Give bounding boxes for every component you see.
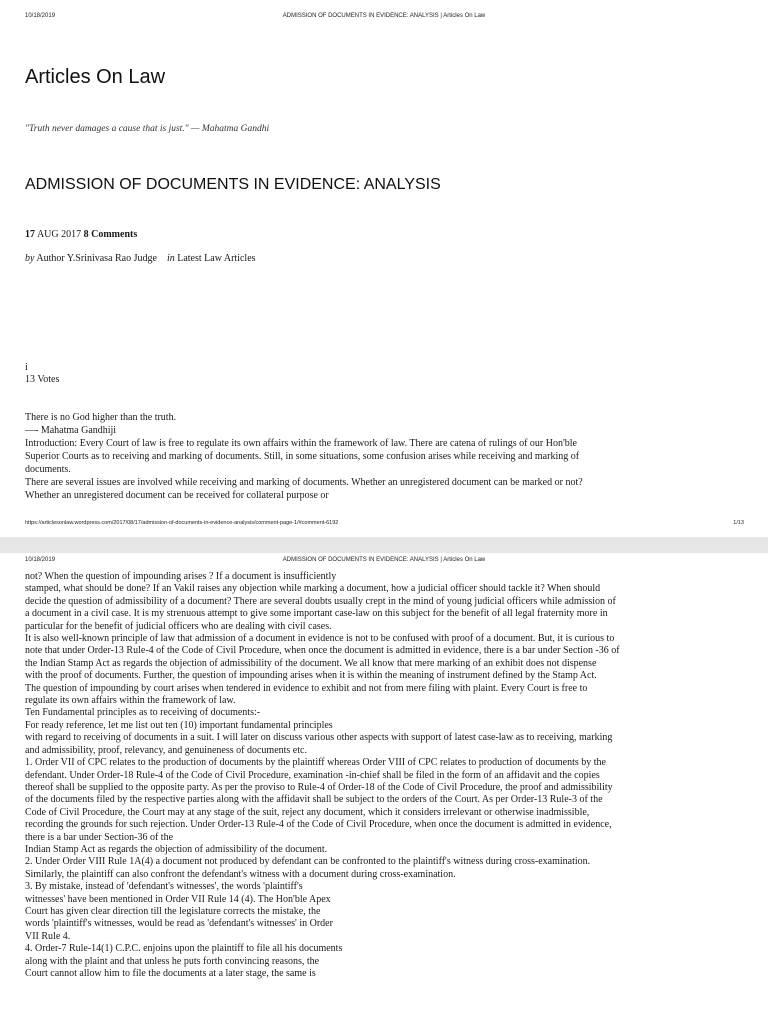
body-line: documents.: [25, 464, 71, 475]
post-day: 17: [25, 229, 35, 240]
body-line: particular for the benefit of judicial officers who are dealing with civil cases.: [25, 620, 332, 632]
print-date: 10/18/2019: [25, 557, 56, 563]
body-line: There are several issues are involved while receiving and marking of documents. Whether an unregistered document can be marked or not?: [25, 477, 583, 488]
body-line: 3. By mistake, instead of 'defendant's witnesses', the words 'plaintiff's: [25, 881, 303, 893]
body-line: Ten Fundamental principles as to receiving of documents:-: [25, 707, 261, 719]
body-line: stamped, what should be done? If an Vakil raises any objection while marking a document, how a judicial officer should tackle it? When should: [25, 583, 601, 595]
post-date-line: [25, 229, 137, 240]
in-label: in: [166, 253, 175, 264]
body-line: For ready reference, let me list out ten (10) important fundamental principles: [25, 719, 333, 731]
body-line: Superior Courts as to receiving and marking of documents. Still, in some situations, some confusion arises while receiving and marking of: [25, 451, 580, 462]
page-number: 1/13: [733, 520, 744, 526]
category-link[interactable]: Latest Law Articles: [177, 253, 256, 264]
body-line: words 'plaintiff's witnesses, would be read as 'defendant's witnesses' in Order: [25, 918, 333, 930]
body-line: 1. Order VII of CPC relates to the production of documents by the plaintiff whereas Order VIII of CPC relates to production of documents by the: [25, 757, 606, 769]
body-line: Whether an unregistered document can be received for collateral purpose or: [25, 490, 329, 501]
body-line: the Indian Stamp Act as regards the objection of admissibility of the document. We all know that mere marking of an exhibit does not dispense: [25, 657, 597, 669]
body-line: Court cannot allow him to file the documents at a later stage, the same is: [25, 968, 316, 979]
body-line: along with the plaint and that unless he puts forth convincing reasons, the: [25, 955, 320, 967]
body-line: not? When the question of impounding arises ? If a document is insufficiently: [25, 571, 337, 582]
body-line: and admissibility, proof, relevancy, and genuineness of documents etc.: [25, 744, 307, 756]
body-line: there is a bar under Section-36 of the: [25, 831, 174, 843]
author-link[interactable]: Author Y.Srinivasa Rao Judge: [36, 253, 157, 264]
body-line: witnesses' have been mentioned in Order VII Rule 14 (4). The Hon'ble Apex: [25, 893, 331, 905]
body-line: —- Mahatma Gandhiji: [25, 425, 117, 436]
body-line: Similarly, the plaintiff can also confront the defendant's witness with a document during cross-examination.: [25, 868, 456, 880]
by-label: by: [25, 253, 35, 264]
votes-count: 13 Votes: [25, 374, 60, 385]
rating-info-icon[interactable]: i: [25, 362, 28, 373]
body-line: Introduction: Every Court of law is free to regulate its own affairs within the framework of law. There are catena of rulings of our Hon'ble: [25, 438, 577, 449]
body-line: a document in a civil case. It is my strenuous attempt to give some important case-law on this subject for the benefit of all legal fraternity more in: [25, 608, 608, 620]
post-month-year: AUG 2017: [36, 229, 82, 240]
print-title: ADMISSION OF DOCUMENTS IN EVIDENCE: ANALYSIS | Articles On Law: [282, 557, 486, 563]
body-line: VII Rule 4.: [25, 930, 71, 942]
article-body-page1: [25, 411, 743, 502]
footer-url: https://articlesonlaw.wordpress.com/2017/08/17/admission-of-documents-in-evidence-analysis/comment-page-1/#comment-6192: [25, 520, 339, 526]
body-line: Court has given clear direction till the legislature corrects the mistake, the: [25, 905, 321, 917]
body-line: 4. Order-7 Rule-14(1) C.P.C. enjoins upon the plaintiff to file all his documents: [25, 943, 343, 955]
site-tagline: "Truth never damages a cause that is just." — Mahatma Gandhi: [25, 124, 270, 134]
print-title: ADMISSION OF DOCUMENTS IN EVIDENCE: ANALYSIS | Articles On Law: [282, 13, 486, 19]
body-line: Code of Civil Procedure, the Court may at any stage of the suit, reject any document, which it considers irrelevant or otherwise inadmissible,: [25, 806, 590, 818]
post-title: ADMISSION OF DOCUMENTS IN EVIDENCE: ANALYSIS: [25, 176, 441, 193]
article-body-page2: [25, 571, 743, 980]
body-line: It is also well-known principle of law that admission of a document in evidence is not to be confused with proof of a document. But, it is curious to: [25, 633, 615, 645]
body-line: The question of impounding by court arises when tendered in evidence to exhibit and not from mere filing with plaint. Every Court is free to: [25, 682, 588, 694]
body-line: decide the question of admissibility of a document? There are several doubts usually crept in the mind of young judicial officers while admission of: [25, 595, 616, 607]
page-separator: [0, 537, 768, 553]
body-line: defendant. Under Order-18 Rule-4 of the Code of Civil Procedure, examination -in-chief shall be filed in the form of an affidavit and the copies: [25, 769, 600, 781]
body-line: recording the grounds for such rejection. Under Order-13 Rule-4 of the Code of Civil Procedure, when once the document is admitted in evidence,: [25, 819, 612, 831]
body-line: thereof shall be supplied to the opposite party. As per the proviso to Rule-4 of Order-18 of the Code of Civil Procedure, the proof and admissibility: [25, 781, 613, 793]
body-line: with the proof of documents. Further, the question of impounding arises when it is within the meaning of instrument defined by the Stamp Act.: [25, 670, 597, 682]
body-line: Indian Stamp Act as regards the objection of admissibility of the document.: [25, 843, 328, 855]
site-title[interactable]: Articles On Law: [25, 66, 166, 88]
body-line: note that under Order-13 Rule-4 of the Code of Civil Procedure, when once the document is admitted in evidence, there is a bar under Section -36 of: [25, 645, 620, 657]
body-line: There is no God higher than the truth.: [25, 412, 177, 423]
body-line: of the documents filed by the respective parties along with the affidavit shall be subject to the orders of the Court. As per Order-13 Rule-3 of the: [25, 794, 603, 806]
comments-link[interactable]: 8 Comments: [83, 229, 138, 240]
body-line: regulate its own affairs within the framework of law.: [25, 695, 236, 707]
post-byline: [25, 253, 256, 264]
body-line: with regard to receiving of documents in a suit. I will later on discuss various other aspects with support of latest case-law as to receiving, marking: [25, 732, 613, 744]
print-date: 10/18/2019: [25, 13, 56, 19]
body-line: 2. Under Order VIII Rule 1A(4) a document not produced by defendant can be confronted to the plaintiff's witness during cross-examination.: [25, 856, 591, 868]
